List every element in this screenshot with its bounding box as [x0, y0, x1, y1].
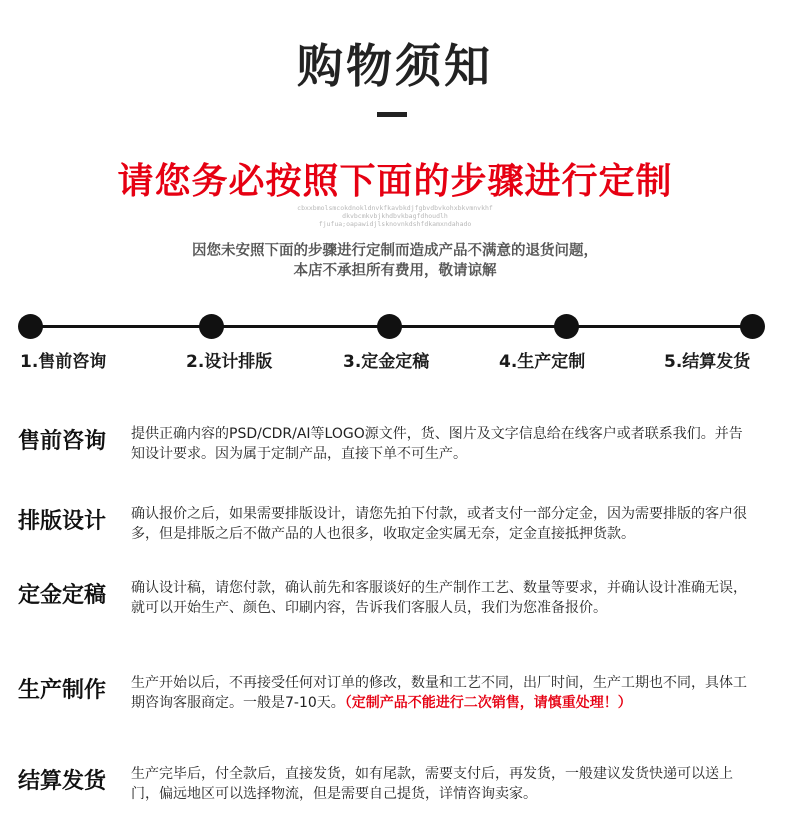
timeline-dot [554, 314, 579, 339]
section-text-main: 生产开始以后，不再接受任何对订单的修改，数量和工艺不同，出厂时间，生产工期也不同，具体工期咨询客服商定。一般是7-10天。 [131, 675, 747, 711]
page-subtitle: 请您务必按照下面的步骤进行定制 [117, 161, 673, 202]
section-heading: 售前咨询 [18, 429, 107, 454]
timeline-step-label: 3.定金定稿 [343, 352, 430, 372]
timeline-step-label: 1.售前咨询 [20, 352, 107, 372]
notice-line: 本店不承担所有费用，敬请谅解 [293, 263, 497, 279]
notice-text [0, 241, 790, 281]
process-timeline [0, 305, 790, 385]
section-text [131, 673, 751, 713]
timeline-dot [18, 314, 43, 339]
section-warning: （定制产品不能进行二次销售，请慎重处理！） [344, 695, 632, 711]
section-text: 生产完毕后，付全款后，直接发货，如有尾款，需要支付后，再发货，一般建议发货快递可以送上门，偏远地区可以选择物流，但是需要自己提货，详情咨询卖家。 [131, 766, 733, 802]
timeline-dot [377, 314, 402, 339]
page-title: 购物须知 [297, 39, 493, 93]
section-heading: 定金定稿 [18, 583, 107, 608]
deco-line: fjufua;oapawidjlsknovnkdshfdkamxndahado [318, 220, 472, 228]
timeline-step-label: 2.设计排版 [186, 352, 273, 372]
section-heading: 生产制作 [18, 678, 107, 703]
timeline-dot [740, 314, 765, 339]
title-divider [377, 112, 407, 117]
deco-line: cbxxbmolsmcokdnokldnvkfkavbkdjfgbvdbvkohxbkvmnvkhf [297, 204, 493, 212]
section-text: 提供正确内容的PSD/CDR/AI等LOGO源文件，货、图片及文字信息给在线客户或者联系我们。并告知设计要求。因为属于定制产品，直接下单不可生产。 [131, 426, 743, 462]
deco-line: dkvbcmkvbjkhdbvkbagfdhoudlh [342, 212, 448, 220]
decorative-text-block [0, 204, 790, 228]
timeline-step-label: 5.结算发货 [664, 352, 751, 372]
section-text: 确认报价之后，如果需要排版设计，请您先拍下付款，或者支付一部分定金，因为需要排版的客户很多，但是排版之后不做产品的人也很多，收取定金实属无奈，定金直接抵押货款。 [131, 506, 747, 542]
timeline-dot [199, 314, 224, 339]
section-text: 确认设计稿，请您付款，确认前先和客服谈好的生产制作工艺、数量等要求，并确认设计准确无误，就可以开始生产、颜色、印刷内容，告诉我们客服人员，我们为您准备报价。 [131, 580, 747, 616]
timeline-step-label: 4.生产定制 [499, 352, 586, 372]
section-heading: 排版设计 [18, 509, 107, 534]
section-heading: 结算发货 [18, 769, 107, 794]
notice-line: 因您未安照下面的步骤进行定制而造成产品不满意的退货问题， [192, 243, 598, 259]
